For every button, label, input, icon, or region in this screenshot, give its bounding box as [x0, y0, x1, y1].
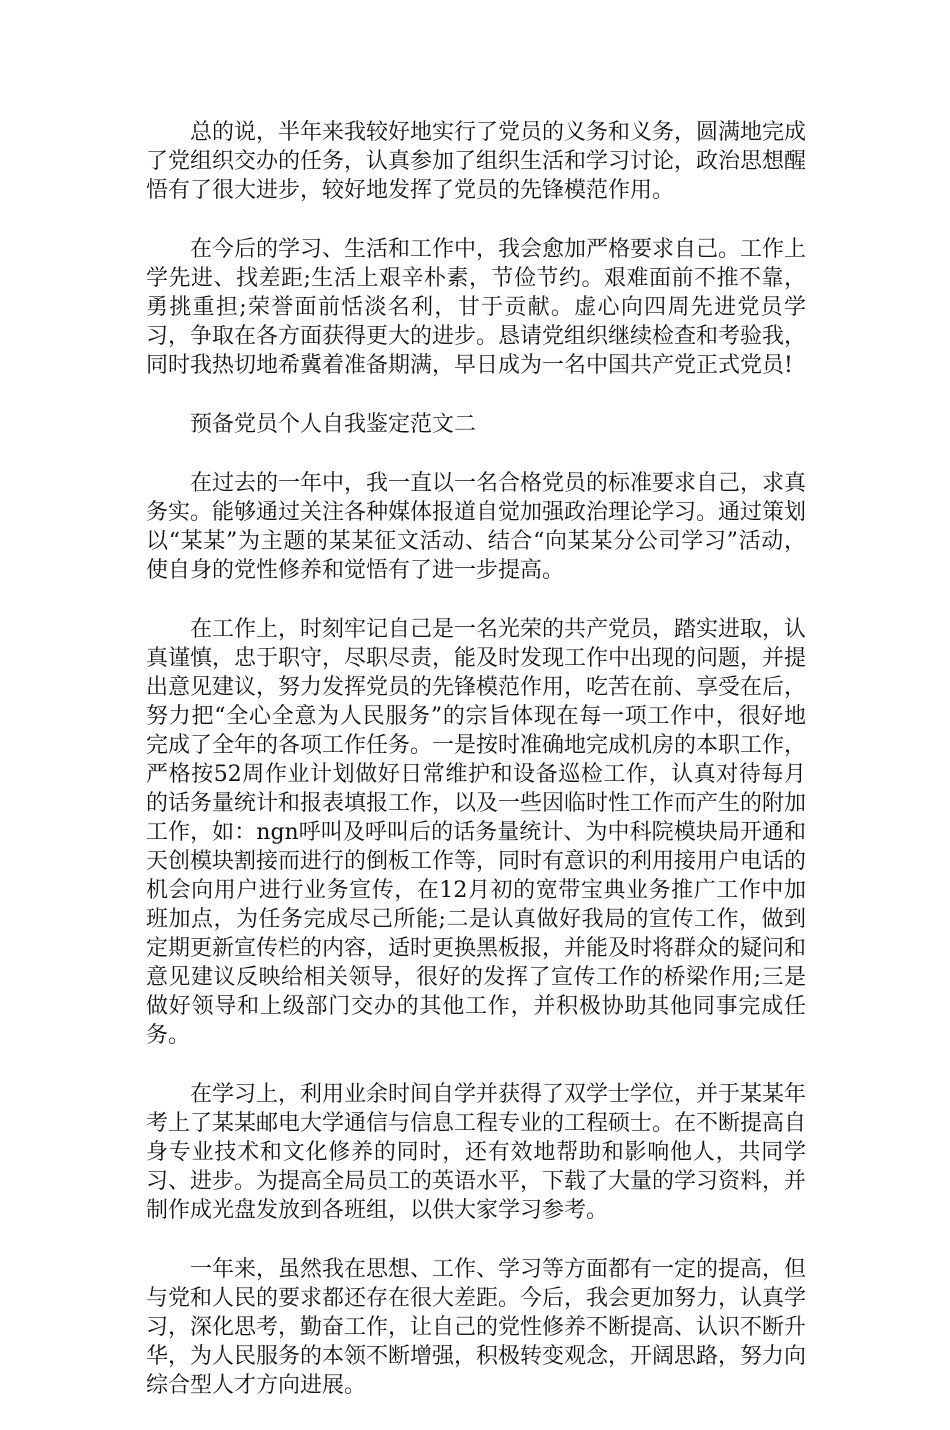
section-heading: 预备党员个人自我鉴定范文二	[190, 412, 477, 437]
paragraph-study: 在学习上，利用业余时间自学并获得了双学士学位，并于某某年考上了某某邮电大学通信与信息工程专业的工程硕士。在不断提高自身专业技术和文化修养的同时，还有效地帮助和影响他人，共同学习、进步。为提高全局员工的英语水平，下载了大量的学习资料，并制作成光盘发放到各班组，以供大家学习参考。	[146, 1082, 807, 1223]
paragraph-future-plan: 在今后的学习、生活和工作中，我会愈加严格要求自己。工作上学先进、找差距;生活上艰辛朴素，节俭节约。艰难面前不推不靠，勇挑重担;荣誉面前恬淡名利，甘于贡献。虚心向四周先进党员学习，争取在各方面获得更大的进步。恳请党组织继续检查和考验我，同时我热切地希冀着准备期满，早日成为一名中国共产党正式党员!	[146, 237, 807, 378]
document-page	[146, 118, 806, 1430]
paragraph-conclusion: 一年来，虽然我在思想、工作、学习等方面都有一定的提高，但与党和人民的要求都还存在很大差距。今后，我会更加努力，认真学习，深化思考，勤奋工作，让自己的党性修养不断提高、认识不断升华，为人民服务的本领不断增强，积极转变观念，开阔思路，努力向综合型人才方向进展。	[146, 1257, 807, 1398]
paragraph-past-year: 在过去的一年中，我一直以一名合格党员的标准要求自己，求真务实。能够通过关注各种媒体报道自觉加强政治理论学习。通过策划以“某某”为主题的某某征文活动、结合“向某某分公司学习”活动，使自身的党性修养和觉悟有了进一步提高。	[146, 471, 807, 583]
paragraph-summary: 总的说，半年来我较好地实行了党员的义务和义务，圆满地完成了党组织交办的任务，认真参加了组织生活和学习讨论，政治思想醒悟有了很大进步，较好地发挥了党员的先锋模范作用。	[146, 120, 807, 203]
paragraph-work: 在工作上，时刻牢记自己是一名光荣的共产党员，踏实进取，认真谨慎，忠于职守，尽职尽责，能及时发现工作中出现的问题，并提出意见建议，努力发挥党员的先锋模范作用，吃苦在前、享受在后，努力把“全心全意为人民服务”的宗旨体现在每一项工作中，很好地完成了全年的各项工作任务。一是按时准确地完成机房的本职工作，严格按52周作业计划做好日常维护和设备巡检工作，认真对待每月的话务量统计和报表填报工作，以及一些因临时性工作而产生的附加工作，如：ngn呼叫及呼叫后的话务量统计、为中科院模块局开通和天创模块割接而进行的倒板工作等，同时有意识的利用接用户电话的机会向用户进行业务宣传，在12月初的宽带宝典业务推广工作中加班加点，为任务完成尽己所能;二是认真做好我局的宣传工作，做到定期更新宣传栏的内容，适时更换黑板报，并能及时将群众的疑问和意见建议反映给相关领导，很好的发挥了宣传工作的桥梁作用;三是做好领导和上级部门交办的其他工作，并积极协助其他同事完成任务。	[146, 617, 807, 1048]
